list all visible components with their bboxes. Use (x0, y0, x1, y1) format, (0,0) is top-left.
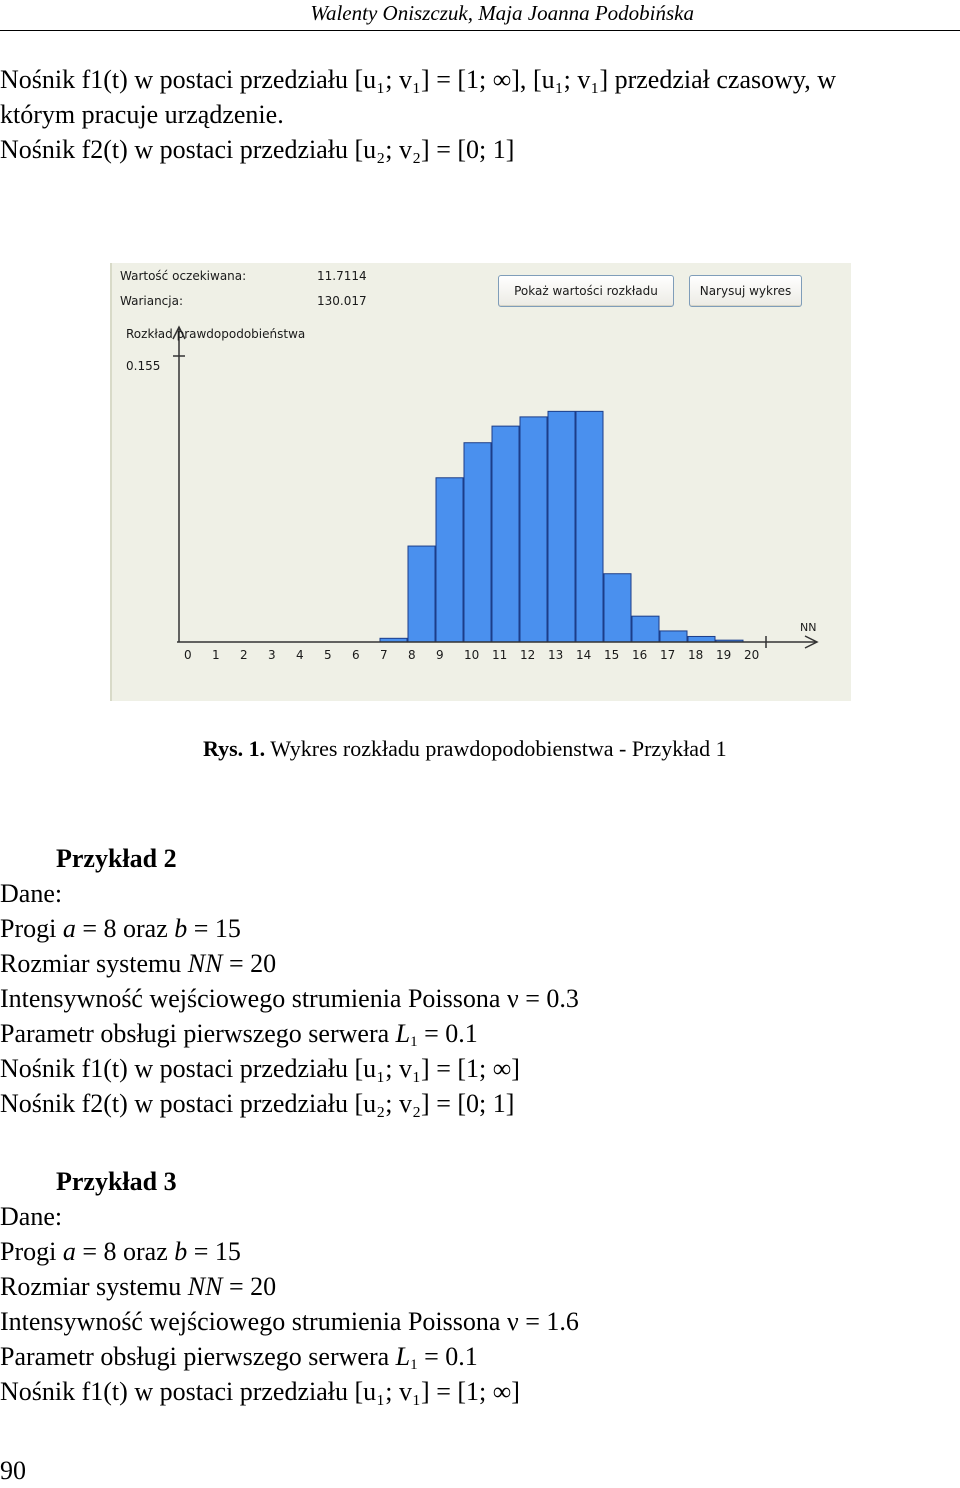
x-tick-label-19: 19 (716, 648, 732, 662)
example-3-f1-support: Nośnik f1(t) w postaci przedziału [u₁; v₁] = [1; ∞] (0, 1377, 520, 1406)
probability-bar-chart (112, 263, 851, 701)
show-distribution-values-button[interactable]: Pokaż wartości rozkładu (498, 275, 674, 307)
example-2-thresholds: Progi a = 8 oraz b = 15 (0, 914, 241, 943)
figure-caption (203, 735, 727, 763)
example-3-service-parameter: Parametr obsługi pierwszego serwera $L_1 = 0.1$ (0, 1342, 478, 1373)
example-3-intensity: Intensywność wejściowego strumienia Poissona ν = 1.6 (0, 1307, 579, 1336)
variance-label: Wariancja: (120, 294, 184, 308)
y-axis-max-label: 0.155 (126, 359, 161, 373)
intro-line-3: Nośnik f2(t) w postaci przedziału [u₂; v₂] = [0; 1] (0, 135, 515, 164)
bar-16 (632, 616, 659, 642)
x-tick-label-3: 3 (268, 648, 276, 662)
distribution-app-panel (110, 263, 851, 701)
example-2-given: Dane: (0, 879, 63, 908)
x-tick-label-12: 12 (520, 648, 536, 662)
y-axis-label: Rozkład prawdopodobieństwa (126, 327, 306, 341)
example-2-intensity: Intensywność wejściowego strumienia Poissona ν = 0.3 (0, 984, 579, 1013)
intro-line-2: którym pracuje urządzenie. (0, 100, 284, 129)
bar-11 (492, 426, 519, 642)
bar-9 (436, 478, 463, 642)
x-tick-label-8: 8 (408, 648, 416, 662)
x-tick-label-15: 15 (604, 648, 620, 662)
x-tick-label-0: 0 (184, 648, 192, 662)
x-tick-label-17: 17 (660, 648, 676, 662)
running-header-authors: Walenty Oniszczuk, Maja Joanna Podobińska (310, 1, 694, 25)
x-tick-label-18: 18 (688, 648, 704, 662)
x-tick-label-6: 6 (352, 648, 360, 662)
example-2-f2-support: Nośnik f2(t) w postaci przedziału [u₂; v₂] = [0; 1] (0, 1089, 515, 1118)
x-tick-labels (184, 648, 759, 662)
x-tick-label-16: 16 (632, 648, 648, 662)
running-header (0, 0, 960, 31)
x-tick-label-10: 10 (464, 648, 480, 662)
bars-group (380, 411, 743, 642)
x-tick-label-14: 14 (576, 648, 592, 662)
example-2-system-size: Rozmiar systemu NN = 20 (0, 949, 277, 978)
x-tick-label-9: 9 (436, 648, 444, 662)
x-tick-label-20: 20 (744, 648, 760, 662)
bar-15 (604, 574, 631, 642)
example-3-heading: Przykład 3 (56, 1167, 177, 1196)
page-number: 90 (0, 1456, 26, 1485)
example-2-service-parameter: Parametr obsługi pierwszego serwera $L_1 = 0.1$ (0, 1019, 478, 1050)
expected-value: 11.7114 (317, 269, 367, 283)
bar-8 (408, 546, 435, 642)
bar-13 (548, 411, 575, 642)
x-axis-label: NN (800, 621, 817, 634)
example-2-f1-support: Nośnik f1(t) w postaci przedziału [u₁; v₁] = [1; ∞] (0, 1054, 520, 1083)
figure-caption-label: Rys. 1. (203, 736, 266, 761)
example-3-thresholds: Progi a = 8 oraz b = 15 (0, 1237, 241, 1266)
x-tick-label-13: 13 (548, 648, 564, 662)
expected-value-label: Wartość oczekiwana: (120, 269, 247, 283)
x-tick-label-11: 11 (492, 648, 508, 662)
x-tick-label-5: 5 (324, 648, 332, 662)
bar-12 (520, 417, 547, 642)
bar-10 (464, 443, 491, 642)
example-3-system-size: Rozmiar systemu NN = 20 (0, 1272, 277, 1301)
x-tick-label-4: 4 (296, 648, 304, 662)
draw-chart-button[interactable]: Narysuj wykres (689, 275, 802, 307)
example-2-heading: Przykład 2 (56, 844, 177, 873)
x-tick-label-2: 2 (240, 648, 248, 662)
figure-caption-text: Wykres rozkładu prawdopodobienstwa - Przykład 1 (270, 736, 727, 761)
x-tick-label-7: 7 (380, 648, 388, 662)
example-3-given: Dane: (0, 1202, 63, 1231)
bar-18 (688, 636, 715, 642)
bar-17 (660, 631, 687, 642)
variance-value: 130.017 (317, 294, 367, 308)
bar-14 (576, 411, 603, 642)
intro-line-1: Nośnik f1(t) w postaci przedziału [u₁; v₁] = [1; ∞], [u₁; v₁] przedział czasowy, w (0, 65, 836, 94)
x-tick-label-1: 1 (212, 648, 220, 662)
